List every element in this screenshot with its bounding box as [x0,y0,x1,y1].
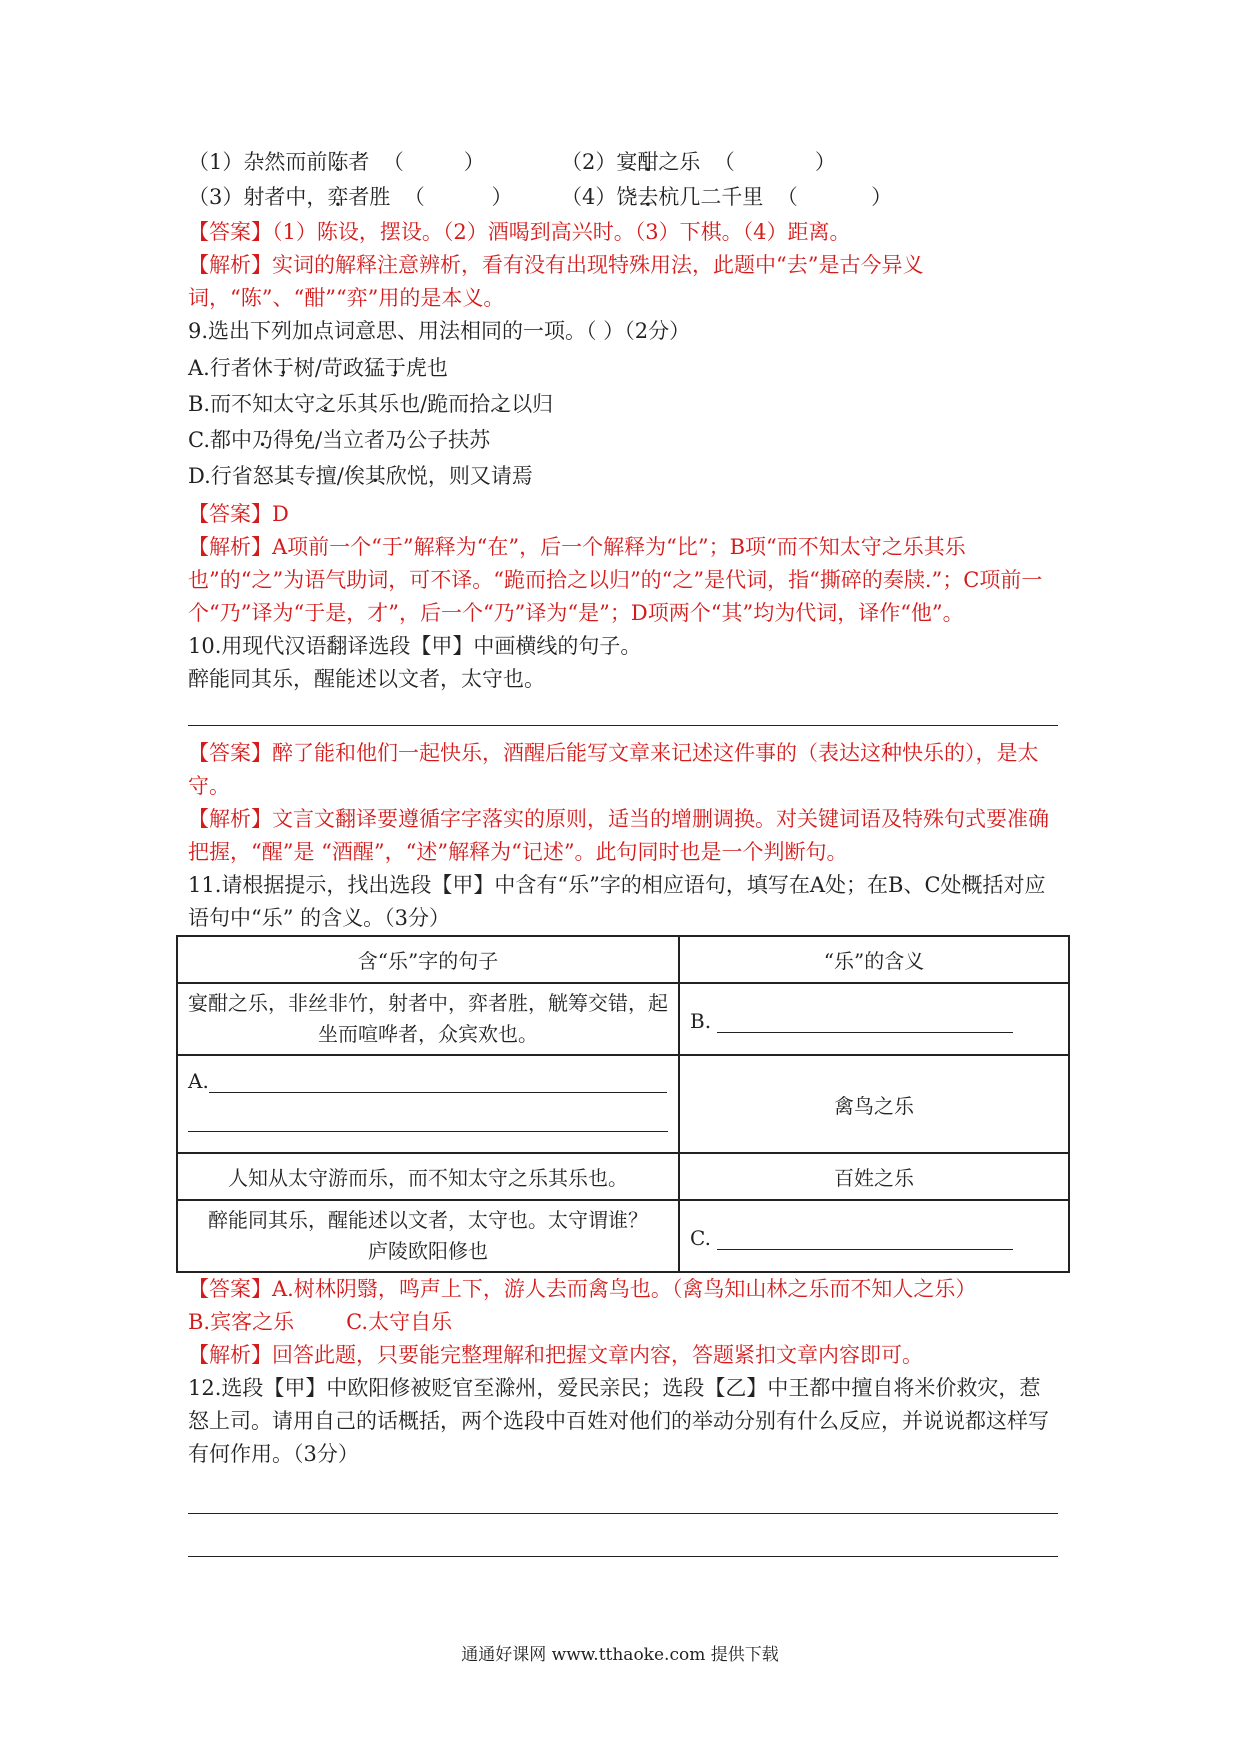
blank-a-input-1[interactable] [209,1068,667,1093]
q8-row-1 [188,146,1058,179]
q8-row-2 [188,181,1058,214]
table-row3-sentence: 人知从太守游而乐，而不知太守之乐其乐也。 [177,1153,679,1200]
blank-c-input[interactable] [717,1223,1013,1250]
q10-answer-line[interactable] [188,725,1058,726]
q8-analysis: 【解析】实词的解释注意辨析，看有没有出现特殊用法，此题中“去”是古今异义词，“陈”、“酣”“弈”用的是本义。 [188,253,924,310]
table-row3-meaning: 百姓之乐 [679,1153,1069,1200]
q10-answer: 【答案】醉了能和他们一起快乐，酒醒后能写文章来记述这件事的（表达这种快乐的），是太守。 [188,741,1039,798]
table-row1-sentence: 宴酣之乐，非丝非竹，射者中，弈者胜，觥筹交错，起坐而喧哗者，众宾欢也。 [177,983,679,1055]
table-row1-meaning [679,983,1069,1055]
q9-option-d: D.行省怒其 •专擅/俟其 •欣悦，则又请焉 [188,456,1058,496]
q11-answer: 【答案】A.树林阴翳，鸣声上下，游人去而禽鸟也。（禽鸟知山林之乐而不知人之乐） [188,1277,977,1301]
q8-item-3: （3）射者中，弈者胜 （ ） [188,185,513,209]
blank-a-input-2[interactable] [188,1093,668,1132]
page-content [188,146,1058,1557]
blank-c-label: C. [690,1225,711,1250]
blank-a-label: A. [188,1069,209,1093]
q11-answer-bc: B.宾客之乐 C.太守自乐 [188,1310,453,1334]
q9-option-c: C.都中乃 •得免/当立者乃 •公子扶苏 [188,420,1058,460]
q8-item-4: （4）饶去杭几二千里 （ ） [561,185,893,209]
table-header-meaning: “乐”的含义 [679,936,1069,983]
q9-answer: 【答案】D [188,502,289,526]
q8-item-1: （1）杂然而前陈者 （ ） [188,150,485,174]
q10-analysis: 【解析】文言文翻译要遵循字字落实的原则，适当的增删调换。对关键词语及特殊句式要准确把握，“醒”是 “酒醒”，“述”解释为“记述”。此句同时也是一个判断句。 [188,807,1049,864]
q9-options [188,348,1058,496]
table-row4-meaning [679,1200,1069,1272]
q9-stem: 9.选出下列加点词意思、用法相同的一项。（ ）（2分） [188,319,691,343]
table-row4-sentence: 醉能同其乐，醒能述以文者，太守也。太守谓谁？ 庐陵欧阳修也 [177,1200,679,1272]
q11-stem: 11.请根据提示，找出选段【甲】中含有“乐”字的相应语句，填写在A处；在B、C处概括对应语句中“乐” 的含义。（3分） [188,873,1046,930]
q8-item-2: （2）宴酣之乐 （ ） [561,150,836,174]
q8-answer: 【答案】（1）陈设，摆设。（2）酒喝到高兴时。（3）下棋。（4）距离。 [188,220,851,244]
table-row2-sentence [177,1055,679,1153]
table-row2-meaning: 禽鸟之乐 [679,1055,1069,1153]
q9-analysis: 【解析】A项前一个“于”解释为“在”，后一个解释为“比”；B项“而不知太守之乐其乐也”的“之”为语气助词，可不译。“跪而拾之以归”的“之”是代词，指“撕碎的奏牍.”；C项前一个“乃”译为“于是，才”，后一个“乃”译为“是”；D项两个“其”均为代词，译作“他”。 [188,535,1043,625]
q12-answer-line-1[interactable] [188,1513,1058,1514]
q12-answer-line-2[interactable] [188,1556,1058,1557]
q10-sentence: 醉能同其乐，醒能述以文者，太守也。 [188,667,545,691]
q9-option-a: A.行者休于 •树/苛政猛于 •虎也 [188,348,1058,388]
q11-table [176,935,1070,1273]
q9-option-b: B.而不知太守之 •乐其乐也/跪而拾之 •以归 [188,384,1058,424]
blank-b-label: B. [690,1008,712,1033]
q11-analysis: 【解析】回答此题，只要能完整理解和把握文章内容，答题紧扣文章内容即可。 [188,1343,923,1367]
q12-stem: 12.选段【甲】中欧阳修被贬官至滁州，爱民亲民；选段【乙】中王都中擅自将米价救灾，惹怒上司。请用自己的话概括，两个选段中百姓对他们的举动分别有什么反应，并说说都这样写有何作用。（3分） [188,1376,1049,1466]
table-header-sentence: 含“乐”字的句子 [177,936,679,983]
footer: 通通好课网 www.tthaoke.com 提供下载 [461,1645,779,1665]
blank-b-input[interactable] [717,1006,1013,1033]
q10-stem: 10.用现代汉语翻译选段【甲】中画横线的句子。 [188,634,642,658]
